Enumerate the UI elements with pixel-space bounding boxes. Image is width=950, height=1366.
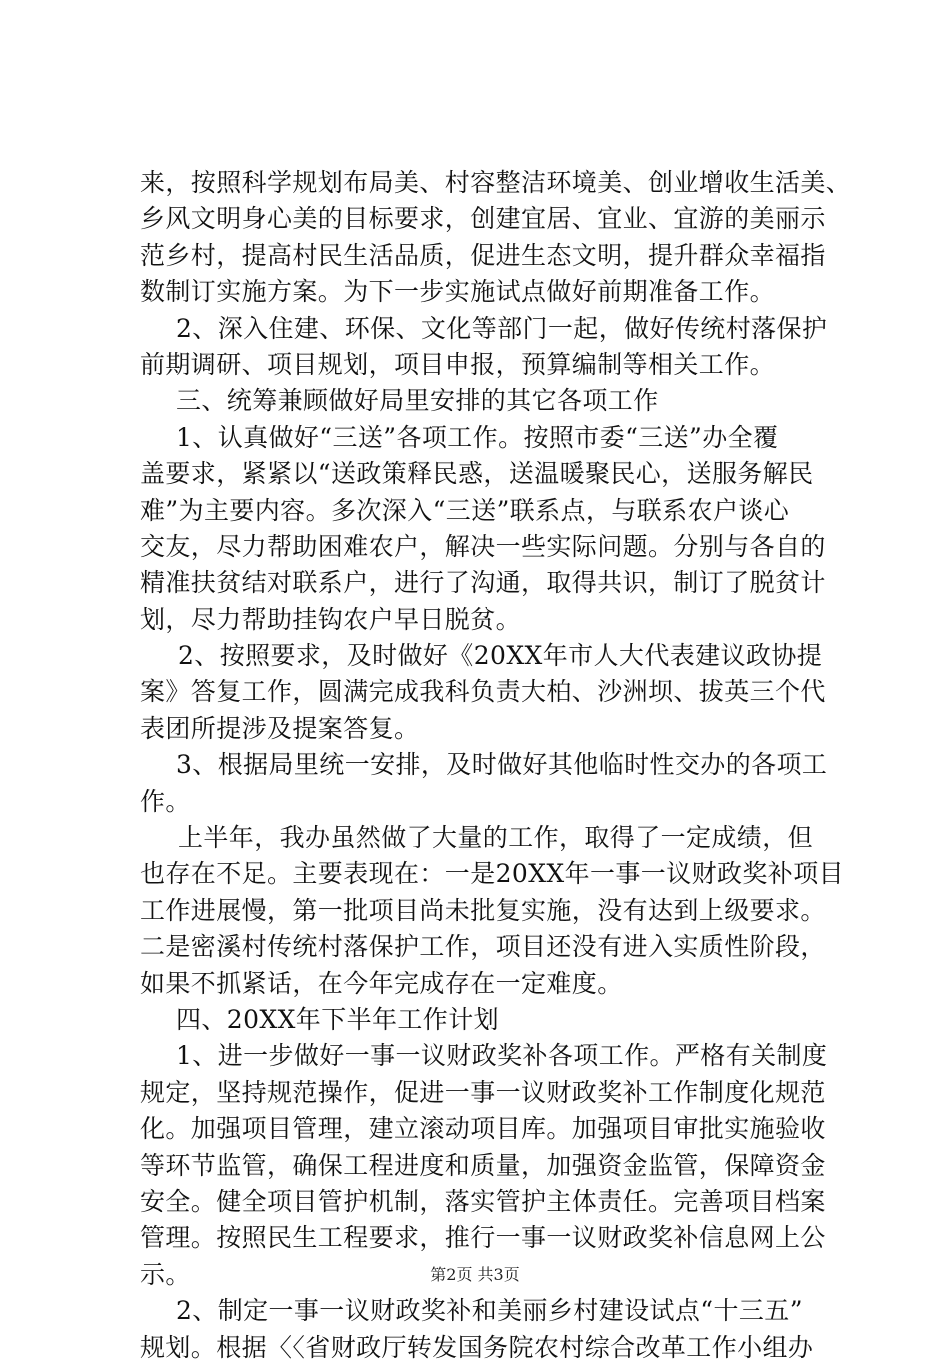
text-line: 前期调研、项目规划，项目申报，预算编制等相关工作。	[140, 349, 776, 379]
text-line: 安全。健全项目管护机制，落实管护主体责任。完善项目档案	[140, 1186, 826, 1216]
text-line: 盖要求，紧紧以“送政策释民惑，送温暖聚民心，送服务解民	[140, 459, 814, 489]
section-heading: 三、统筹兼顾做好局里安排的其它各项工作	[176, 386, 659, 416]
text-line: 来，按照科学规划布局美、村容整洁环境美、创业增收生活美、	[140, 168, 852, 197]
text-line: 表团所提涉及提案答复。	[140, 713, 420, 743]
text-line: 上半年，我办虽然做了大量的工作，取得了一定成绩，但	[178, 823, 814, 853]
text-line: 示。	[140, 1259, 191, 1289]
text-line: 作。	[140, 786, 191, 816]
text-line: 1、进一步做好一事一议财政奖补各项工作。严格有关制度	[176, 1041, 828, 1071]
section-heading: 四、20XX年下半年工作计划	[176, 1004, 500, 1034]
text-line: 也存在不足。主要表现在：一是20XX年一事一议财政奖补项目	[140, 859, 845, 889]
text-line: 规定，坚持规范操作，促进一事一议财政奖补工作制度化规范	[140, 1077, 826, 1107]
document-body	[140, 165, 852, 1366]
text-line: 1、认真做好“三送”各项工作。按照市委“三送”办全覆	[176, 422, 779, 452]
text-line: 2、制定一事一议财政奖补和美丽乡村建设试点“十三五”	[176, 1296, 803, 1326]
text-line: 交友，尽力帮助困难农户，解决一些实际问题。分别与各自的	[140, 531, 826, 561]
text-line: 二是密溪村传统村落保护工作，项目还没有进入实质性阶段，	[140, 932, 826, 962]
text-line: 3、根据局里统一安排，及时做好其他临时性交办的各项工	[176, 750, 828, 780]
text-line: 乡风文明身心美的目标要求，创建宜居、宜业、宜游的美丽示	[140, 204, 826, 234]
text-line: 难”为主要内容。多次深入“三送”联系点，与联系农户谈心	[140, 495, 790, 525]
text-line: 规划。根据〈〈省财政厅转发国务院农村综合改革工作小组办	[140, 1332, 814, 1362]
text-line: 范乡村，提高村民生活品质，促进生态文明，提升群众幸福指	[140, 240, 826, 270]
text-line: 2、深入住建、环保、文化等部门一起，做好传统村落保护	[176, 313, 828, 343]
text-line: 等环节监管，确保工程进度和质量，加强资金监管，保障资金	[140, 1150, 826, 1180]
text-line: 划，尽力帮助挂钩农户早日脱贫。	[140, 604, 522, 634]
text-line: 工作进展慢，第一批项目尚未批复实施，没有达到上级要求。	[140, 895, 826, 925]
text-line: 精准扶贫结对联系户，进行了沟通，取得共识，制订了脱贫计	[140, 568, 826, 598]
text-line: 如果不抓紧话，在今年完成存在一定难度。	[140, 968, 623, 998]
text-line: 案》答复工作，圆满完成我科负责大柏、沙洲坝、拔英三个代	[140, 677, 826, 707]
page-number-footer: 第2页 共3页	[430, 1265, 520, 1284]
text-line: 化。加强项目管理，建立滚动项目库。加强项目审批实施验收	[140, 1114, 826, 1144]
text-line: 管理。按照民生工程要求，推行一事一议财政奖补信息网上公	[140, 1223, 826, 1253]
text-line: 2、按照要求，及时做好《20XX年市人大代表建议政协提	[178, 641, 823, 671]
text-line: 数制订实施方案。为下一步实施试点做好前期准备工作。	[140, 277, 776, 307]
